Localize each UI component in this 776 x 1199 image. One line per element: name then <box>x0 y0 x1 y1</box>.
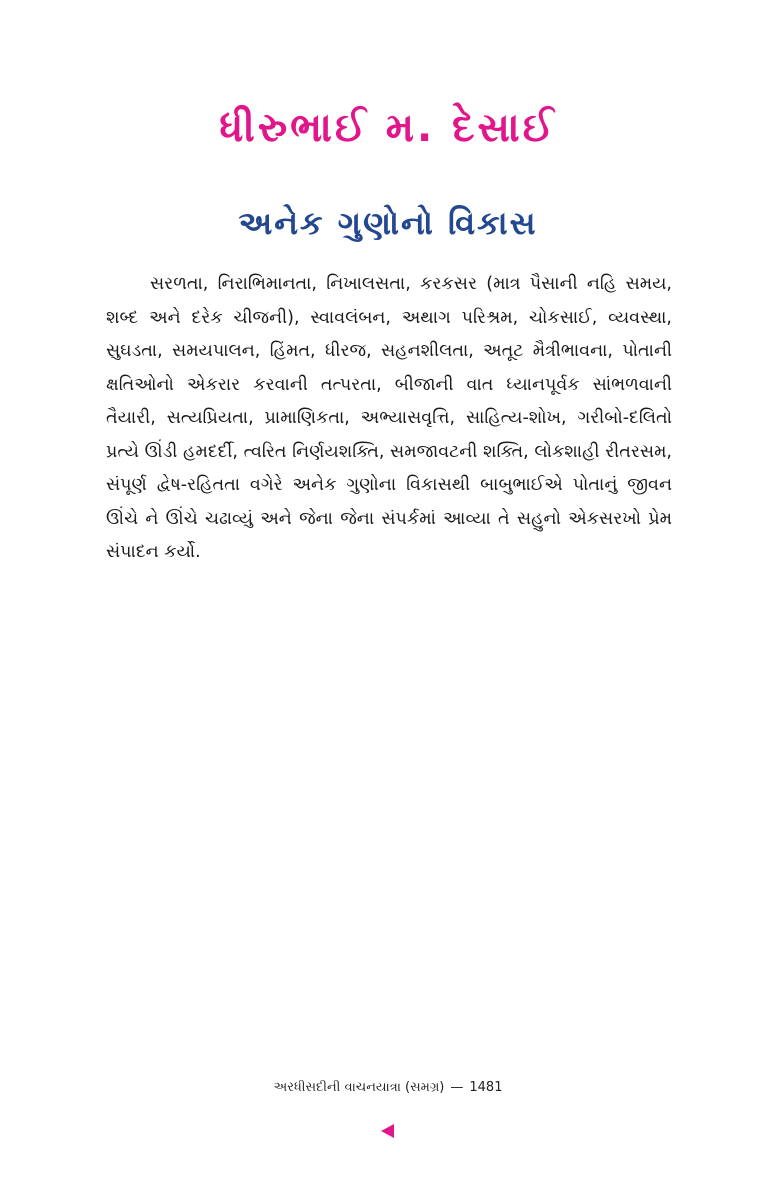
prev-page-arrow-icon[interactable] <box>381 1124 394 1138</box>
chapter-title: અનેક ગુણોનો વિકાસ <box>238 204 538 242</box>
footer-book-title: અરધીસદીની વાચનયાત્રા (સમગ્ર) <box>273 1080 445 1095</box>
footer-separator: — <box>450 1080 464 1095</box>
page-number: 1481 <box>469 1080 503 1095</box>
author-name: ધીરુભાઈ મ. દેસાઈ <box>219 105 557 151</box>
page-footer <box>0 1076 776 1100</box>
body-paragraph: સરળતા, નિરાભિમાનતા, નિખાલસતા, કરકસર (માત્ર પૈસાની નહિ સમય, શબ્દ અને દરેક ચીજની), સ્વાવલંબન, અથાગ પરિશ્રમ, ચોકસાઈ, વ્યવસ્થા, સુઘડતા, સમયપાલન, હિંમત, ધીરજ, સહનશીલતા, અતૂટ મૈત્રીભાવના, પોતાની ક્ષતિઓનો એકરાર કરવાની તત્પરતા, બીજાની વાત ધ્યાનપૂર્વક સાંભળવાની તૈયારી, સત્યપ્રિયતા, પ્રામાણિકતા, અભ્યાસવૃત્તિ, સાહિત્ય-શોખ, ગરીબો-દલિતો પ્રત્યે ઊંડી હમદર્દી, ત્વરિત નિર્ણયશક્તિ, સમજાવટની શક્તિ, લોકશાહી રીતરસમ, સંપૂર્ણ દ્વેષ-રહિતતા વગેરે અનેક ગુણોના વિકાસથી બાબુભાઈએ પોતાનું જીવન ઊંચે ને ઊંચે ચઢાવ્યું અને જેના જેના સંપર્કમાં આવ્યા તે સહુનો એકસરખો પ્રેમ સંપાદન કર્યો. <box>106 274 672 562</box>
